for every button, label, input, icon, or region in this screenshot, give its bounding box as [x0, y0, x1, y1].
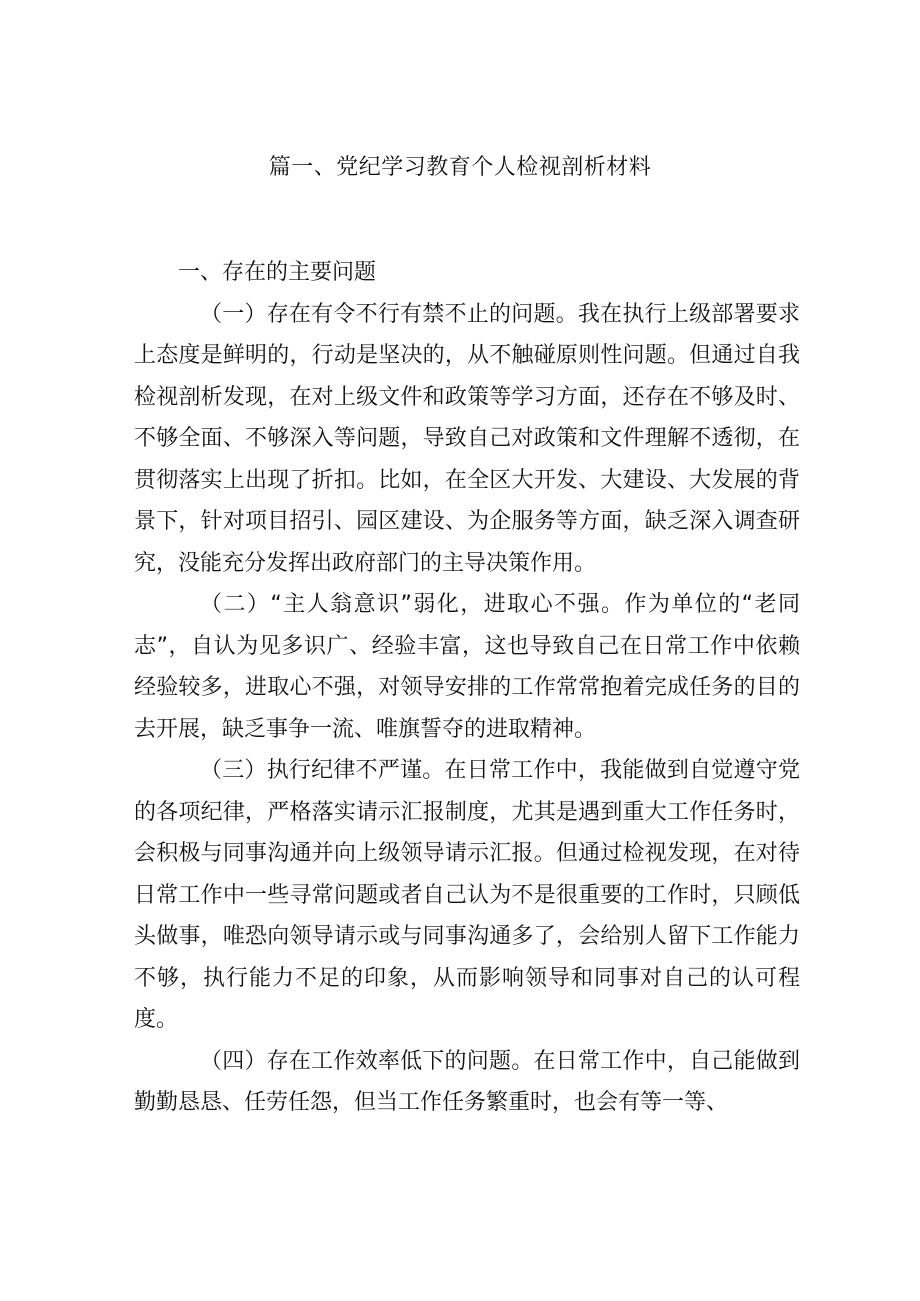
section-heading: 一、存在的主要问题 [178, 260, 377, 285]
paragraph-1: （一）存在有令不行有禁不止的问题。我在执行上级部署要求上态度是鲜明的，行动是坚决的，从不触碰原则性问题。但通过自我检视剖析发现，在对上级文件和政策等学习方面，还存在不够及时、不够全面、不够深入等问题，导致自己对政策和文件理解不透彻，在贯彻落实上出现了折扣。比如，在全区大开发、大建设、大发展的背景下，针对项目招引、园区建设、为企服务等方面，缺乏深入调查研究，没能充分发挥出政府部门的主导决策作用。 [134, 301, 800, 576]
paragraph-2: （二）“主人翁意识”弱化，进取心不强。作为单位的“老同志”，自认为见多识广、经验丰富，这也导致自己在日常工作中依赖经验较多，进取心不强，对领导安排的工作常常抱着完成任务的目的去开展，缺乏事争一流、唯旗誓夺的进取精神。 [134, 592, 800, 742]
paragraph-3: （三）执行纪律不严谨。在日常工作中，我能做到自觉遵守党的各项纪律，严格落实请示汇报制度，尤其是遇到重大工作任务时，会积极与同事沟通并向上级领导请示汇报。但通过检视发现，在对待日常工作中一些寻常问题或者自己认为不是很重要的工作时，只顾低头做事，唯恐向领导请示或与同事沟通多了，会给别人留下工作能力不够，执行能力不足的印象，从而影响领导和同事对自己的认可程度。 [134, 758, 800, 1032]
document-body [134, 252, 800, 1124]
document-title: 篇一、党纪学习教育个人检视剖析材料 [268, 155, 652, 180]
paragraph-4: （四）存在工作效率低下的问题。在日常工作中，自己能做到勤勤恳恳、任劳任怨，但当工作任务繁重时，也会有等一等、 [134, 1048, 800, 1115]
